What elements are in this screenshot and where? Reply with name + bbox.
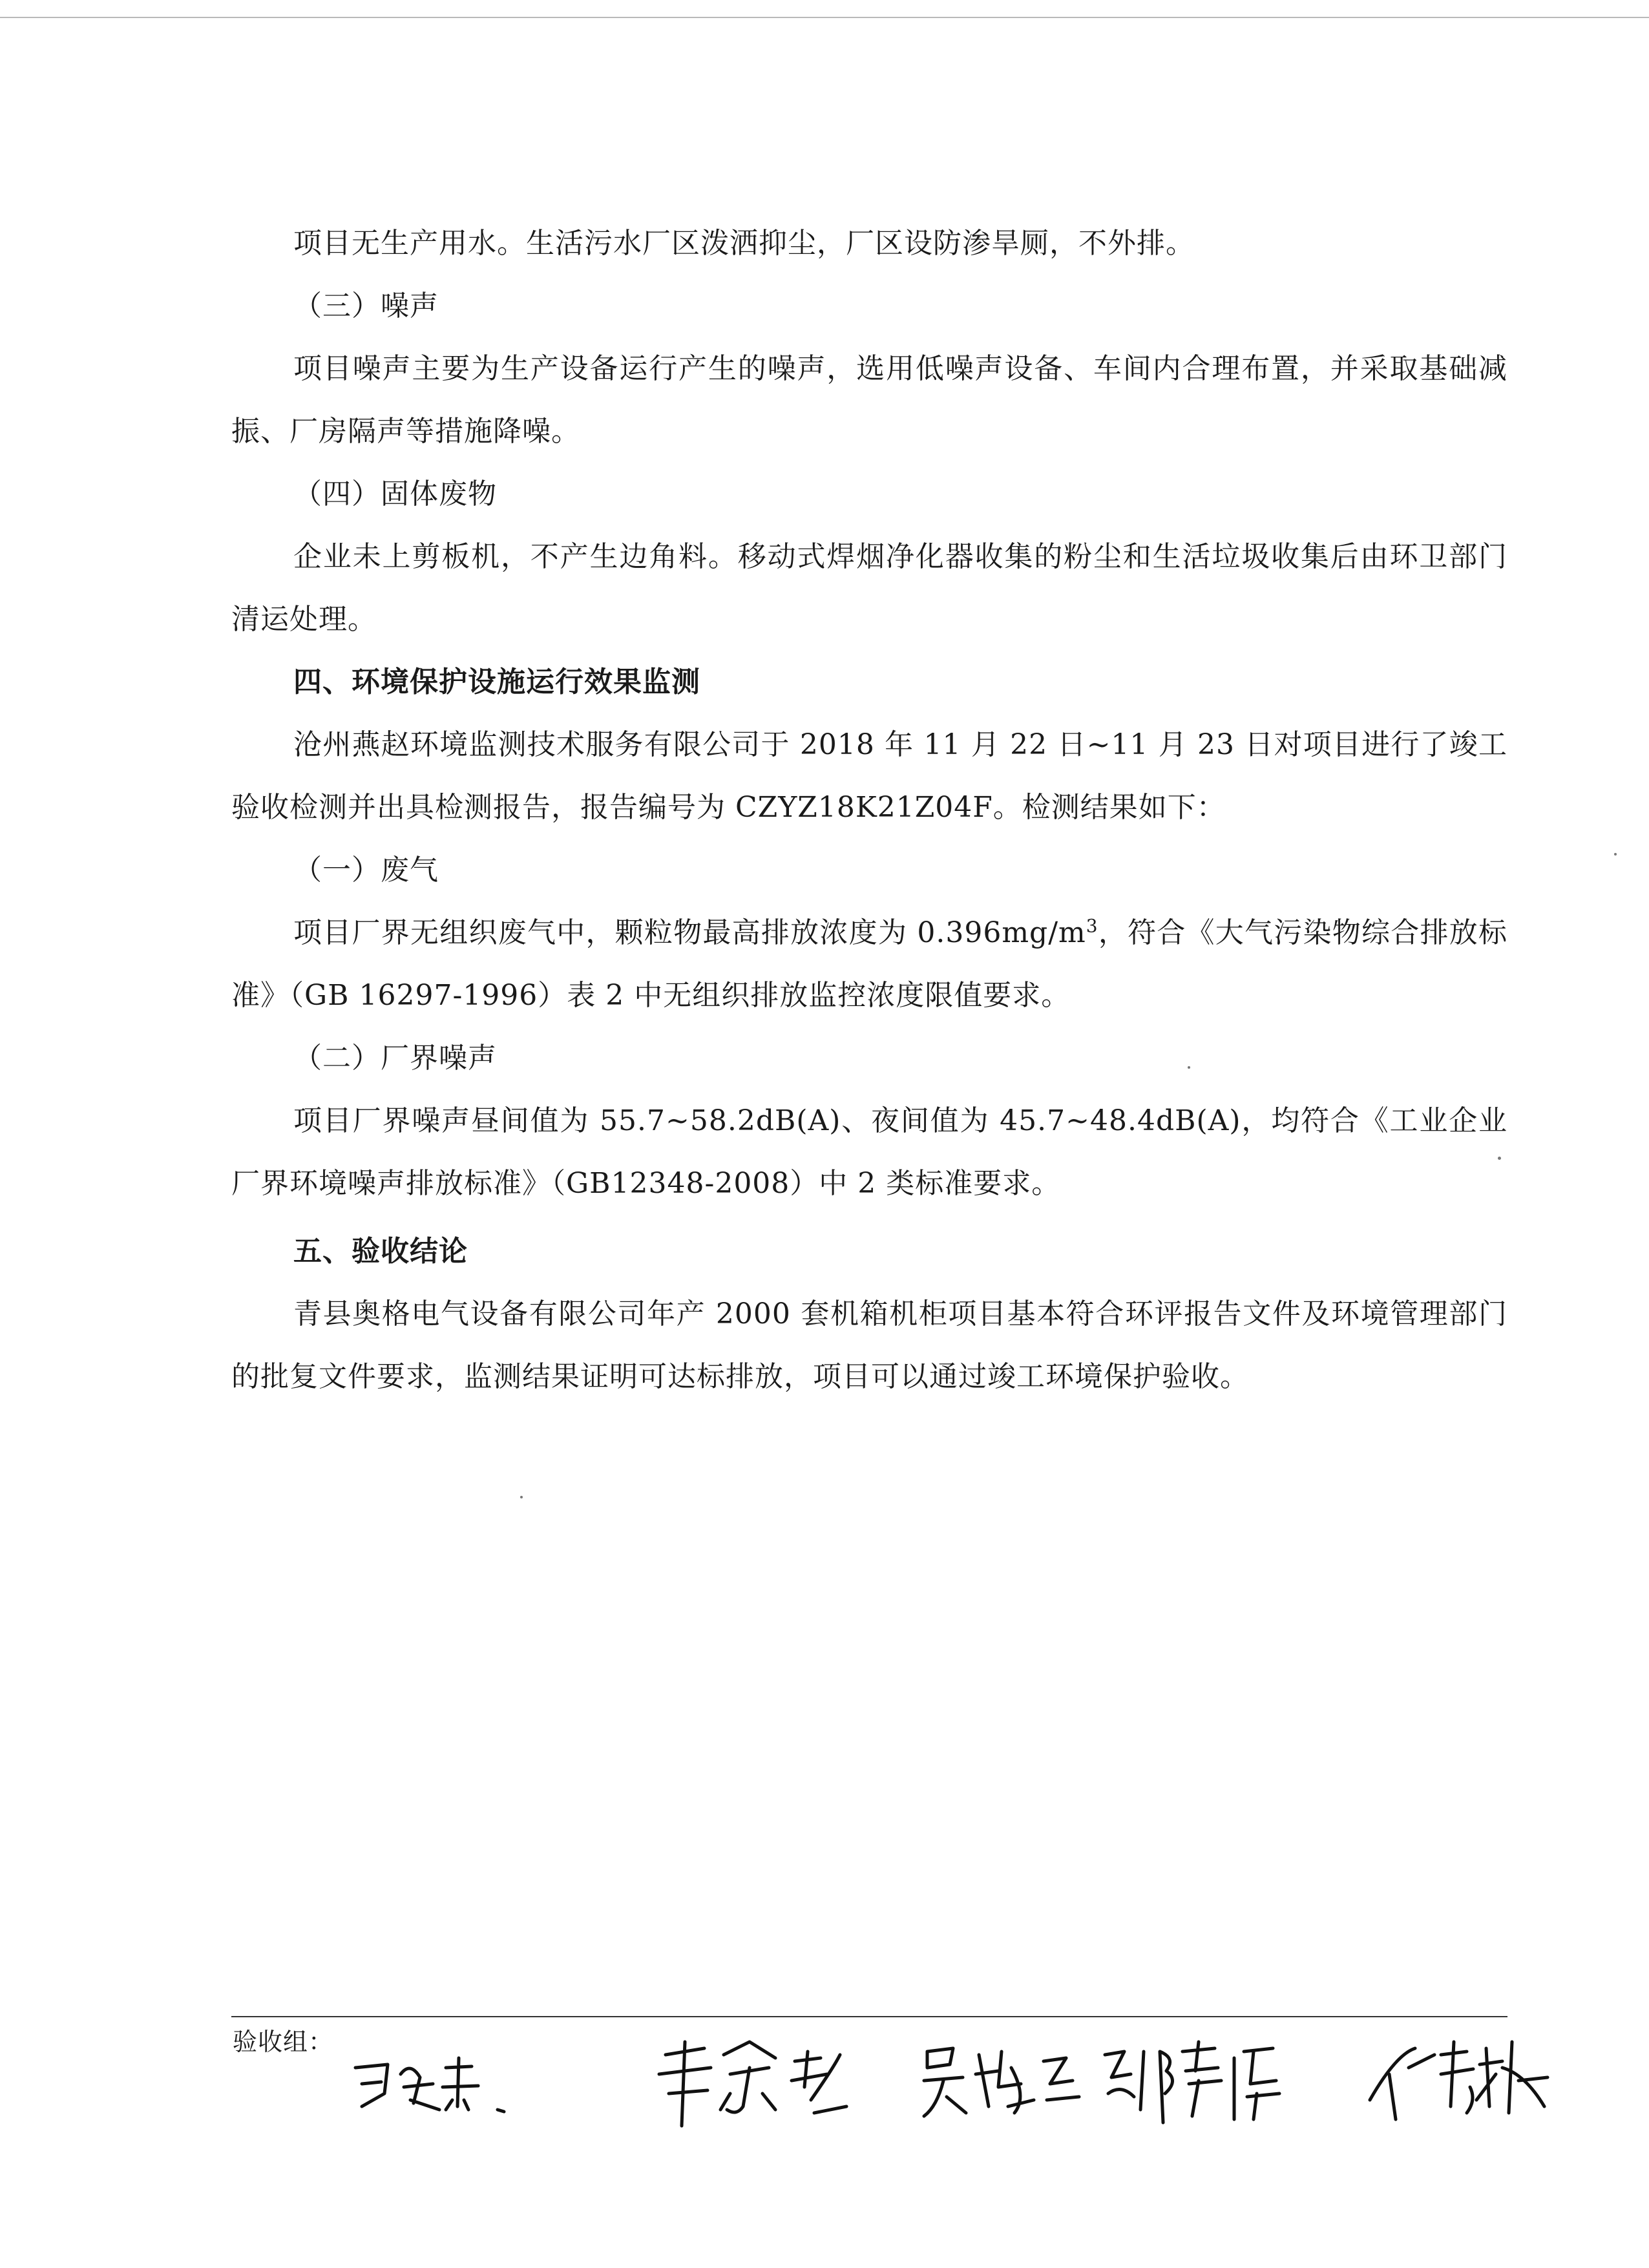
- paragraph-conclusion: 青县奥格电气设备有限公司年产 2000 套机箱机柜项目基本符合环评报告文件及环境管理部门的批复文件要求，监测结果证明可达标排放，项目可以通过竣工环境保护验收。: [231, 1297, 1507, 1393]
- acceptance-group-label: 验收组：: [233, 2028, 334, 2056]
- document-body: [231, 212, 1507, 1408]
- heading-waste-gas: （一）废气: [293, 854, 439, 887]
- scan-top-edge: [0, 17, 1649, 18]
- waste-gas-text-after: ，符合《大气污染物综合排放标准》（GB 16297-1996）表 2 中无组织排放监控浓度限值要求。: [231, 916, 1507, 1012]
- scan-speck: [1498, 1157, 1501, 1160]
- scan-speck: [520, 1496, 523, 1498]
- signature-2: [646, 2029, 859, 2132]
- heading-monitoring: 四、环境保护设施运行效果监测: [293, 666, 700, 698]
- signature-1: [349, 2048, 543, 2126]
- scan-speck: [1614, 853, 1617, 856]
- signature-area: [336, 2022, 1564, 2139]
- paragraph-noise: 项目噪声主要为生产设备运行产生的噪声，选用低噪声设备、车间内合理布置，并采取基础减振、厂房隔声等措施降噪。: [231, 352, 1507, 448]
- paragraph-waste-gas: [231, 901, 1507, 1027]
- superscript-three: 3: [1086, 915, 1098, 937]
- signature-3: [918, 2035, 1086, 2126]
- heading-boundary-noise: （二）厂界噪声: [293, 1042, 497, 1075]
- scan-speck: [1188, 1066, 1190, 1069]
- signature-4: [1095, 2032, 1289, 2129]
- signature-5: [1357, 2029, 1557, 2126]
- signature-divider: [231, 2016, 1507, 2017]
- paragraph-solid-waste: 企业未上剪板机，不产生边角料。移动式焊烟净化器收集的粉尘和生活垃圾收集后由环卫部门清运处理。: [231, 540, 1507, 636]
- paragraph-monitoring: 沧州燕赵环境监测技术服务有限公司于 2018 年 11 月 22 日~11 月 23 日对项目进行了竣工验收检测并出具检测报告，报告编号为 CZYZ18K21Z04F。检测结果如下：: [231, 728, 1507, 824]
- heading-noise: （三）噪声: [293, 289, 439, 322]
- paragraph-water: 项目无生产用水。生活污水厂区泼洒抑尘，厂区设防渗旱厕，不外排。: [293, 227, 1195, 260]
- waste-gas-text-before: 项目厂界无组织废气中，颗粒物最高排放浓度为 0.396mg/m: [293, 916, 1086, 949]
- paragraph-boundary-noise: 项目厂界噪声昼间值为 55.7~58.2dB(A)、夜间值为 45.7~48.4dB(A)，均符合《工业企业厂界环境噪声排放标准》（GB12348-2008）中 2 类标准要求。: [231, 1104, 1507, 1200]
- heading-conclusion: 五、验收结论: [293, 1235, 468, 1268]
- heading-solid-waste: （四）固体废物: [293, 478, 497, 510]
